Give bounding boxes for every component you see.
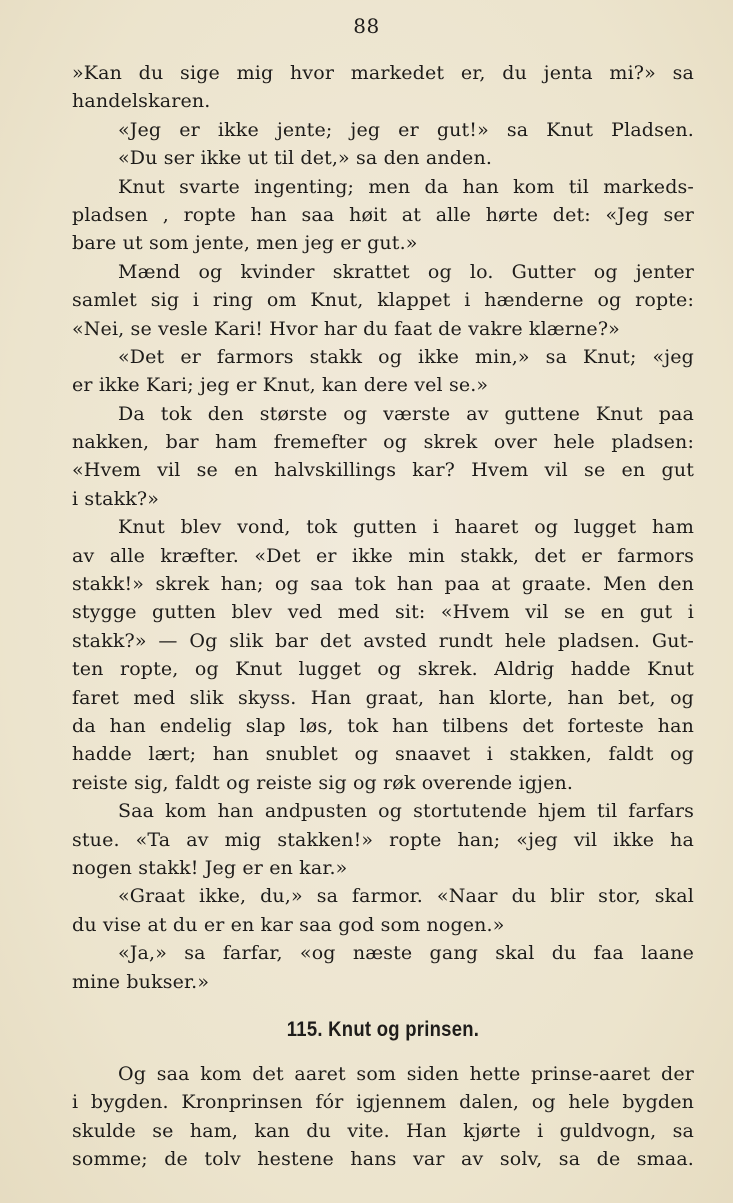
- text-line: faret med slik skyss. Han graat, han klorte, han bet, og: [72, 686, 694, 709]
- section-heading: 115. Knut og prinsen.: [286, 1017, 480, 1041]
- text-line: handelskaren.: [72, 90, 211, 113]
- text-line: pladsen , ropte han saa høit at alle hørte det: «Jeg ser: [72, 203, 694, 226]
- text-line: hadde lært; han snublet og snaavet i stakken, faldt og: [72, 743, 694, 766]
- text-line: nogen stakk! Jeg er en kar.»: [72, 856, 348, 879]
- text-line: somme; de tolv hestene hans var av solv, sa de smaa.: [72, 1148, 694, 1171]
- text-line: «Det er farmors stakk og ikke min,» sa Knut; «jeg: [118, 345, 694, 368]
- text-line: i stakk?»: [72, 487, 160, 510]
- text-line: Knut blev vond, tok gutten i haaret og lugget ham: [118, 516, 694, 539]
- text-line: «Hvem vil se en halvskillings kar? Hvem vil se en gut: [72, 459, 694, 482]
- text-block: [72, 59, 694, 1173]
- text-line: av alle kræfter. «Det er ikke min stakk, det er farmors: [72, 544, 694, 567]
- text-line: stakk!» skrek han; og saa tok han paa at graate. Men den: [72, 573, 694, 596]
- text-line: ten ropte, og Knut lugget og skrek. Aldrig hadde Knut: [72, 658, 694, 681]
- text-line: Knut svarte ingenting; men da han kom til markeds-: [118, 175, 694, 198]
- text-line: er ikke Kari; jeg er Knut, kan dere vel se.»: [72, 374, 489, 397]
- text-line: «Ja,» sa farfar, «og næste gang skal du faa laane: [118, 942, 694, 965]
- text-line: mine bukser.»: [72, 970, 210, 993]
- text-line: Saa kom han andpusten og stortutende hjem til farfars: [118, 800, 694, 823]
- text-line: «Graat ikke, du,» sa farmor. «Naar du blir stor, skal: [118, 885, 694, 908]
- text-line: «Du ser ikke ut til det,» sa den anden.: [118, 147, 493, 170]
- heading-spacer: [72, 1050, 694, 1060]
- text-line: i bygden. Kronprinsen fór igjennem dalen, og hele bygden: [72, 1091, 694, 1114]
- text-line: Og saa kom det aaret som siden hette prinse-aaret der: [118, 1062, 694, 1085]
- text-line: Da tok den største og værste av guttene Knut paa: [118, 402, 694, 425]
- text-line: stygge gutten blev ved med sit: «Hvem vil se en gut i: [72, 601, 694, 624]
- text-line: stakk?» — Og slik bar det avsted rundt hele pladsen. Gut-: [72, 629, 694, 652]
- page-number: 88: [353, 14, 380, 38]
- text-line: nakken, bar ham fremefter og skrek over hele pladsen:: [72, 431, 694, 454]
- text-line: da han endelig slap løs, tok han tilbens det forteste han: [72, 714, 694, 737]
- text-line: «Nei, se vesle Kari! Hvor har du faat de vakre klærne?»: [72, 317, 620, 340]
- text-line: bare ut som jente, men jeg er gut.»: [72, 232, 418, 255]
- text-line: Mænd og kvinder skrattet og lo. Gutter og jenter: [118, 260, 694, 283]
- text-line: »Kan du sige mig hvor markedet er, du jenta mi?» sa: [72, 62, 694, 84]
- text-line: stue. «Ta av mig stakken!» ropte han; «jeg vil ikke ha: [72, 828, 694, 851]
- text-line: reiste sig, faldt og reiste sig og røk overende igjen.: [72, 771, 574, 794]
- text-line: samlet sig i ring om Knut, klappet i hænderne og ropte:: [72, 289, 694, 312]
- text-line: du vise at du er en kar saa god som nogen.»: [72, 913, 505, 936]
- text-line: skulde se ham, kan du vite. Han kjørte i guldvogn, sa: [72, 1119, 694, 1142]
- text-line: «Jeg er ikke jente; jeg er gut!» sa Knut Pladsen.: [118, 118, 694, 141]
